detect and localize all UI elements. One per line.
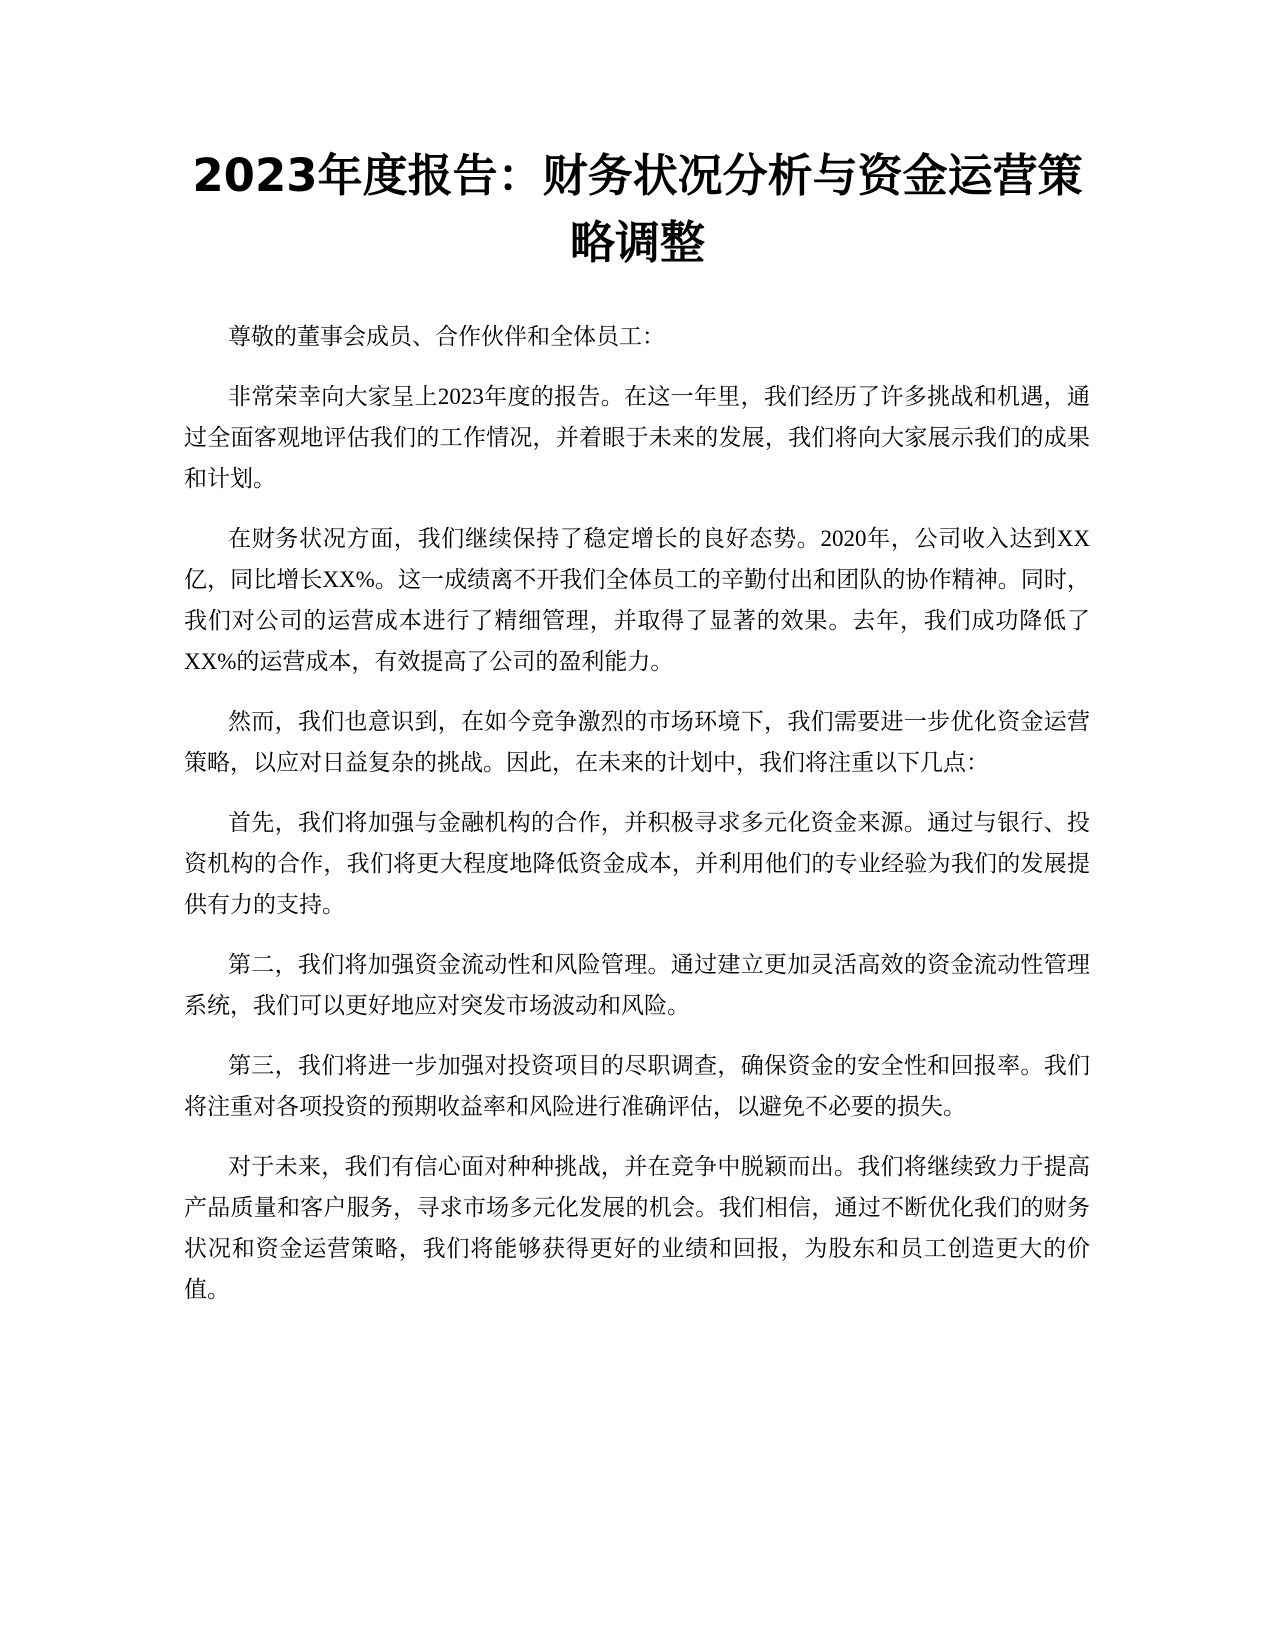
document-body <box>184 316 1090 1329</box>
paragraph-financial-status: 在财务状况方面，我们继续保持了稳定增长的良好态势。2020年，公司收入达到XX亿，同比增长XX%。这一成绩离不开我们全体员工的辛勤付出和团队的协作精神。同时，我们对公司的运营成本进行了精细管理，并取得了显著的效果。去年，我们成功降低了XX%的运营成本，有效提高了公司的盈利能力。 <box>184 526 1090 674</box>
paragraph-introduction: 非常荣幸向大家呈上2023年度的报告。在这一年里，我们经历了许多挑战和机遇，通过全面客观地评估我们的工作情况，并着眼于未来的发展，我们将向大家展示我们的成果和计划。 <box>184 384 1090 491</box>
paragraph-point-second: 第二，我们将加强资金流动性和风险管理。通过建立更加灵活高效的资金流动性管理系统，我们可以更好地应对突发市场波动和风险。 <box>184 952 1090 1018</box>
paragraph-point-first: 首先，我们将加强与金融机构的合作，并积极寻求多元化资金来源。通过与银行、投资机构的合作，我们将更大程度地降低资金成本，并利用他们的专业经验为我们的发展提供有力的支持。 <box>184 810 1090 917</box>
paragraph-salutation: 尊敬的董事会成员、合作伙伴和全体员工： <box>228 324 665 349</box>
paragraph-point-third: 第三，我们将进一步加强对投资项目的尽职调查，确保资金的安全性和回报率。我们将注重对各项投资的预期收益率和风险进行准确评估，以避免不必要的损失。 <box>184 1053 1090 1119</box>
document-title: 2023年度报告：财务状况分析与资金运营策略调整 <box>192 149 1083 269</box>
paragraph-conclusion: 对于未来，我们有信心面对种种挑战，并在竞争中脱颖而出。我们将继续致力于提高产品质量和客户服务，寻求市场多元化发展的机会。我们相信，通过不断优化我们的财务状况和资金运营策略，我们将能够获得更好的业绩和回报，为股东和员工创造更大的价值。 <box>184 1154 1090 1302</box>
paragraph-strategy-intro: 然而，我们也意识到，在如今竞争激烈的市场环境下，我们需要进一步优化资金运营策略，以应对日益复杂的挑战。因此，在未来的计划中，我们将注重以下几点： <box>184 709 1090 775</box>
